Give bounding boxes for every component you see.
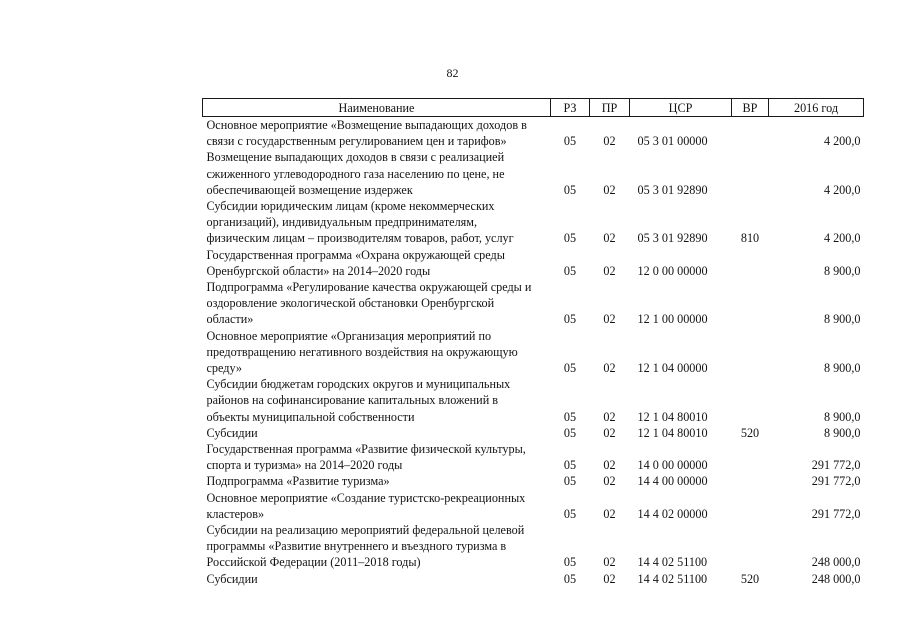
row-csr: 05 3 01 92890 (637, 231, 708, 246)
row-vr (732, 473, 769, 489)
table-row (203, 522, 864, 571)
row-name-line: предотвращению негативного воздействия на окружающую (206, 344, 518, 359)
row-rz: 05 (563, 361, 577, 376)
row-pr: 02 (603, 231, 616, 246)
row-name-line: Субсидии бюджетам городских округов и муниципальных (206, 377, 511, 392)
column-header-pr: ПР (590, 99, 630, 117)
row-rz: 05 (563, 425, 577, 440)
column-header-vr: ВР (732, 99, 769, 117)
table-header-row (203, 99, 864, 117)
table-body (203, 117, 864, 587)
row-amount: 8 900,0 (823, 263, 861, 278)
column-header-rz: РЗ (551, 99, 590, 117)
table-row (203, 279, 864, 328)
column-header-year: 2016 год (769, 99, 864, 117)
row-csr: 05 3 01 00000 (637, 134, 708, 149)
row-vr: 520 (740, 571, 760, 586)
row-name (203, 571, 551, 587)
table-row (203, 473, 864, 489)
row-csr: 12 0 00 00000 (637, 263, 708, 278)
row-rz: 05 (563, 312, 577, 327)
table-row (203, 441, 864, 473)
row-rz: 05 (563, 571, 577, 586)
row-csr: 12 1 00 00000 (637, 312, 708, 327)
row-csr: 14 4 02 51100 (637, 571, 708, 586)
row-amount: 291 772,0 (811, 458, 861, 473)
row-amount: 8 900,0 (823, 409, 861, 424)
table-row (203, 149, 864, 198)
row-vr (732, 279, 769, 328)
row-name-line: связи с государственным регулированием цен и тарифов» (206, 134, 507, 149)
row-csr: 12 1 04 80010 (637, 425, 708, 440)
row-name-line: Субсидии (206, 425, 258, 440)
row-name-line: Российской Федерации (2011–2018 годы) (206, 555, 421, 570)
row-amount: 4 200,0 (823, 231, 861, 246)
row-pr: 02 (603, 506, 616, 521)
row-pr: 02 (603, 474, 616, 489)
row-name-line: Основное мероприятие «Создание туристско-рекреационных (206, 490, 526, 505)
row-name (203, 441, 551, 473)
row-name-line: Возмещение выпадающих доходов в связи с реализацией (206, 150, 505, 165)
row-name (203, 522, 551, 571)
row-name-line: Государственная программа «Развитие физической культуры, (206, 442, 526, 457)
row-csr: 12 1 04 00000 (637, 361, 708, 376)
row-vr (732, 522, 769, 571)
table-row (203, 425, 864, 441)
row-name-line: программы «Развитие внутреннего и въездного туризма в (206, 539, 507, 554)
row-rz: 05 (563, 474, 577, 489)
table-row (203, 247, 864, 279)
row-csr: 05 3 01 92890 (637, 182, 708, 197)
row-name-line: физическим лицам – производителям товаров, работ, услуг (206, 231, 514, 246)
row-name-line: Подпрограмма «Развитие туризма» (206, 474, 390, 489)
table-row (203, 117, 864, 150)
row-vr: 810 (740, 231, 760, 246)
row-csr: 14 4 02 51100 (637, 555, 708, 570)
table-row (203, 328, 864, 377)
row-name (203, 247, 551, 279)
row-name-line: кластеров» (206, 506, 265, 521)
row-pr: 02 (603, 361, 616, 376)
row-vr (732, 328, 769, 377)
table-row (203, 198, 864, 247)
row-rz: 05 (563, 182, 577, 197)
row-name (203, 328, 551, 377)
row-pr: 02 (603, 312, 616, 327)
row-pr: 02 (603, 409, 616, 424)
row-name-line: Основное мероприятие «Организация мероприятий по (206, 328, 492, 343)
row-rz: 05 (563, 263, 577, 278)
row-amount: 8 900,0 (823, 312, 861, 327)
row-pr: 02 (603, 458, 616, 473)
row-amount: 291 772,0 (811, 474, 861, 489)
row-vr (732, 376, 769, 425)
row-name (203, 473, 551, 489)
row-name (203, 376, 551, 425)
row-amount: 248 000,0 (811, 555, 861, 570)
row-amount: 4 200,0 (823, 182, 861, 197)
row-rz: 05 (563, 458, 577, 473)
row-vr (732, 149, 769, 198)
row-name-line: организаций), индивидуальным предпринимателям, (206, 215, 478, 230)
row-rz: 05 (563, 231, 577, 246)
table-row (203, 571, 864, 587)
row-vr (732, 441, 769, 473)
row-name-line: обеспечивающей возмещение издержек (206, 182, 413, 197)
row-pr: 02 (603, 555, 616, 570)
row-amount: 248 000,0 (811, 571, 861, 586)
row-vr (732, 247, 769, 279)
row-name-line: объекты муниципальной собственности (206, 409, 415, 424)
row-amount: 291 772,0 (811, 506, 861, 521)
row-name-line: сжиженного углеводородного газа населению по цене, не (206, 166, 505, 181)
row-amount: 4 200,0 (823, 134, 861, 149)
row-name (203, 198, 551, 247)
page-number: 82 (446, 66, 459, 80)
row-name (203, 279, 551, 328)
row-vr: 520 (740, 425, 760, 440)
row-name-line: Субсидии юридическим лицам (кроме некоммерческих (206, 199, 495, 214)
row-pr: 02 (603, 134, 616, 149)
row-rz: 05 (563, 506, 577, 521)
row-name-line: Субсидии на реализацию мероприятий федеральной целевой (206, 523, 525, 538)
row-name-line: Оренбургской области» на 2014–2020 годы (206, 263, 431, 278)
row-vr (732, 117, 769, 150)
row-name-line: Субсидии (206, 571, 258, 586)
row-pr: 02 (603, 263, 616, 278)
row-name (203, 149, 551, 198)
row-csr: 14 4 02 00000 (637, 506, 708, 521)
row-rz: 05 (563, 555, 577, 570)
row-vr (732, 490, 769, 522)
row-csr: 12 1 04 80010 (637, 409, 708, 424)
column-header-csr: ЦСР (630, 99, 732, 117)
row-name-line: Основное мероприятие «Возмещение выпадающих доходов в (206, 118, 527, 132)
row-pr: 02 (603, 182, 616, 197)
row-name-line: спорта и туризма» на 2014–2020 годы (206, 458, 403, 473)
row-name (203, 425, 551, 441)
budget-table (202, 98, 864, 587)
row-name-line: Государственная программа «Охрана окружающей среды (206, 247, 505, 262)
row-name-line: области» (206, 312, 254, 327)
row-name (203, 490, 551, 522)
row-name (203, 117, 551, 150)
row-pr: 02 (603, 571, 616, 586)
row-name-line: оздоровление экологической обстановки Оренбургской (206, 296, 495, 311)
row-csr: 14 4 00 00000 (637, 474, 708, 489)
row-rz: 05 (563, 134, 577, 149)
table-row (203, 376, 864, 425)
row-name-line: Подпрограмма «Регулирование качества окружающей среды и (206, 280, 532, 295)
row-amount: 8 900,0 (823, 361, 861, 376)
column-header-name: Наименование (203, 99, 551, 117)
table-row (203, 490, 864, 522)
row-name-line: районов на софинансирование капитальных вложений в (206, 393, 499, 408)
row-rz: 05 (563, 409, 577, 424)
row-csr: 14 0 00 00000 (637, 458, 708, 473)
row-amount: 8 900,0 (823, 425, 861, 440)
row-name-line: среду» (206, 361, 242, 376)
row-pr: 02 (603, 425, 616, 440)
